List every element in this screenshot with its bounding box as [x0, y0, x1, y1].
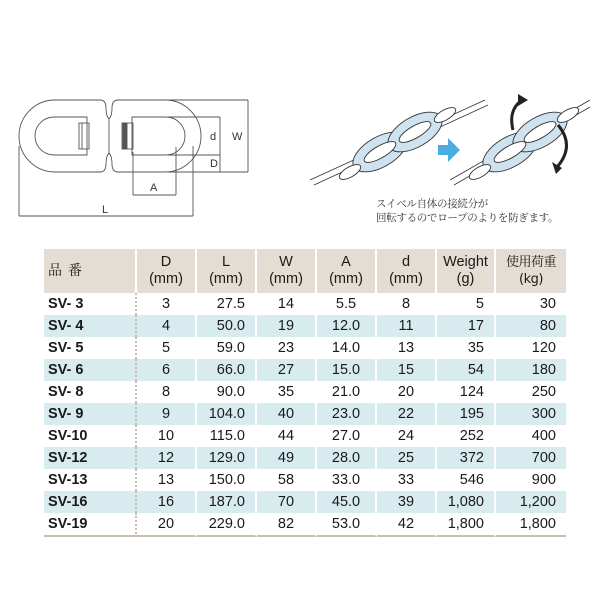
cell-name: SV-12 [44, 447, 137, 469]
table-row [44, 513, 566, 537]
col-header-D: D (mm) [137, 249, 197, 293]
cell-d: 24 [377, 425, 437, 447]
cell-load: 80 [496, 315, 566, 337]
cell-load: 1,800 [496, 513, 566, 537]
col-header-working-load: 使用荷重 (kg) [496, 249, 566, 293]
caption-line-2: 回転するのでロープのよりを防ぎます。 [376, 212, 559, 224]
table-row [44, 381, 566, 403]
cell-W: 19 [257, 315, 317, 337]
cell-weight: 5 [437, 293, 496, 315]
cell-W: 58 [257, 469, 317, 491]
table-row [44, 337, 566, 359]
col-header-W: W (mm) [257, 249, 317, 293]
cell-weight: 546 [437, 469, 496, 491]
dim-label-W: W [232, 131, 243, 143]
cell-weight: 124 [437, 381, 496, 403]
cell-D: 20 [137, 513, 197, 537]
col-header-weight: Weight (g) [437, 249, 496, 293]
col-header-part-number: 品番 [44, 249, 137, 293]
cell-name: SV-16 [44, 491, 137, 513]
table-row [44, 469, 566, 491]
cell-weight: 1,080 [437, 491, 496, 513]
cell-D: 13 [137, 469, 197, 491]
cell-d: 33 [377, 469, 437, 491]
cell-load: 120 [531, 340, 556, 356]
cell-weight: 372 [437, 447, 496, 469]
cell-L: 229.0 [197, 513, 257, 537]
cell-W: 49 [257, 447, 317, 469]
cell-load: 180 [496, 359, 566, 381]
cell-D: 6 [137, 359, 197, 381]
cell-A: 15.0 [317, 359, 377, 381]
cell-weight: 54 [437, 359, 496, 381]
cell-name: SV- 6 [44, 359, 137, 381]
cell-load: 900 [531, 472, 556, 488]
dim-label-L: L [102, 204, 109, 216]
dim-label-d: d [210, 131, 217, 143]
cell-d: 42 [377, 513, 437, 537]
cell-D: 5 [137, 337, 197, 359]
cell-load: 300 [496, 403, 566, 425]
table-row [44, 359, 566, 381]
spec-table [44, 249, 566, 537]
swivel-dimension-diagram [10, 60, 270, 230]
cell-name: SV-19 [44, 513, 137, 537]
cell-L: 50.0 [197, 315, 257, 337]
table-row [44, 425, 566, 447]
cell-L: 129.0 [197, 447, 257, 469]
cell-D: 8 [137, 381, 197, 403]
cell-load: 30 [539, 296, 556, 312]
cell-L: 104.0 [197, 403, 257, 425]
cell-d: 8 [377, 293, 437, 315]
cell-L: 59.0 [197, 337, 257, 359]
cell-A: 53.0 [317, 513, 377, 537]
cell-d: 11 [377, 315, 437, 337]
cell-W: 40 [257, 403, 317, 425]
cell-A: 21.0 [317, 381, 377, 403]
cell-load: 1,200 [496, 491, 566, 513]
cell-name: SV- 3 [44, 293, 137, 315]
cell-name: SV-13 [44, 469, 137, 491]
cell-W: 70 [257, 491, 317, 513]
table-row [44, 315, 566, 337]
swivel-outline-icon [10, 60, 270, 230]
cell-W: 23 [257, 337, 317, 359]
cell-A: 23.0 [317, 403, 377, 425]
cell-d: 25 [377, 447, 437, 469]
cell-D: 10 [137, 425, 197, 447]
table-row [44, 403, 566, 425]
cell-name: SV- 5 [44, 337, 137, 359]
table-row [44, 447, 566, 469]
cell-W: 82 [257, 513, 317, 537]
cell-d: 22 [377, 403, 437, 425]
table-row [44, 293, 566, 315]
col-header-A: A (mm) [317, 249, 377, 293]
table-header-row [44, 249, 566, 293]
cell-D: 12 [137, 447, 197, 469]
cell-A: 28.0 [317, 447, 377, 469]
cell-A: 27.0 [317, 425, 377, 447]
cell-weight: 17 [437, 315, 496, 337]
cell-L: 90.0 [197, 381, 257, 403]
cell-weight: 35 [437, 337, 496, 359]
table-row [44, 491, 566, 513]
arrow-right-icon [438, 138, 460, 162]
cell-d: 39 [377, 491, 437, 513]
dim-label-D: D [210, 158, 218, 170]
cell-A: 5.5 [317, 293, 377, 315]
cell-L: 115.0 [197, 425, 257, 447]
cell-load: 700 [496, 447, 566, 469]
cell-D: 9 [137, 403, 197, 425]
cell-load: 250 [531, 384, 556, 400]
illustration-caption [376, 197, 558, 225]
cell-A: 33.0 [317, 469, 377, 491]
cell-L: 27.5 [197, 293, 257, 315]
cell-A: 14.0 [317, 337, 377, 359]
cell-load: 400 [531, 428, 556, 444]
cell-weight: 195 [437, 403, 496, 425]
cell-weight: 252 [437, 425, 496, 447]
cell-W: 27 [257, 359, 317, 381]
cell-A: 45.0 [317, 491, 377, 513]
cell-W: 35 [257, 381, 317, 403]
cell-L: 66.0 [197, 359, 257, 381]
cell-name: SV- 8 [44, 381, 137, 403]
cell-W: 44 [257, 425, 317, 447]
cell-D: 16 [137, 491, 197, 513]
cell-d: 13 [377, 337, 437, 359]
cell-L: 187.0 [197, 491, 257, 513]
cell-name: SV- 9 [44, 403, 137, 425]
cell-d: 20 [377, 381, 437, 403]
cell-d: 15 [377, 359, 437, 381]
cell-D: 4 [137, 315, 197, 337]
cell-W: 14 [257, 293, 317, 315]
cell-name: SV- 4 [44, 315, 137, 337]
col-header-d: d (mm) [377, 249, 437, 293]
cell-name: SV-10 [44, 425, 137, 447]
cell-weight: 1,800 [437, 513, 496, 537]
col-header-L: L (mm) [197, 249, 257, 293]
caption-line-1: スイベル自体の接続分が [376, 198, 488, 210]
cell-A: 12.0 [317, 315, 377, 337]
cell-D: 3 [137, 293, 197, 315]
cell-L: 150.0 [197, 469, 257, 491]
dim-label-A: A [150, 182, 158, 194]
